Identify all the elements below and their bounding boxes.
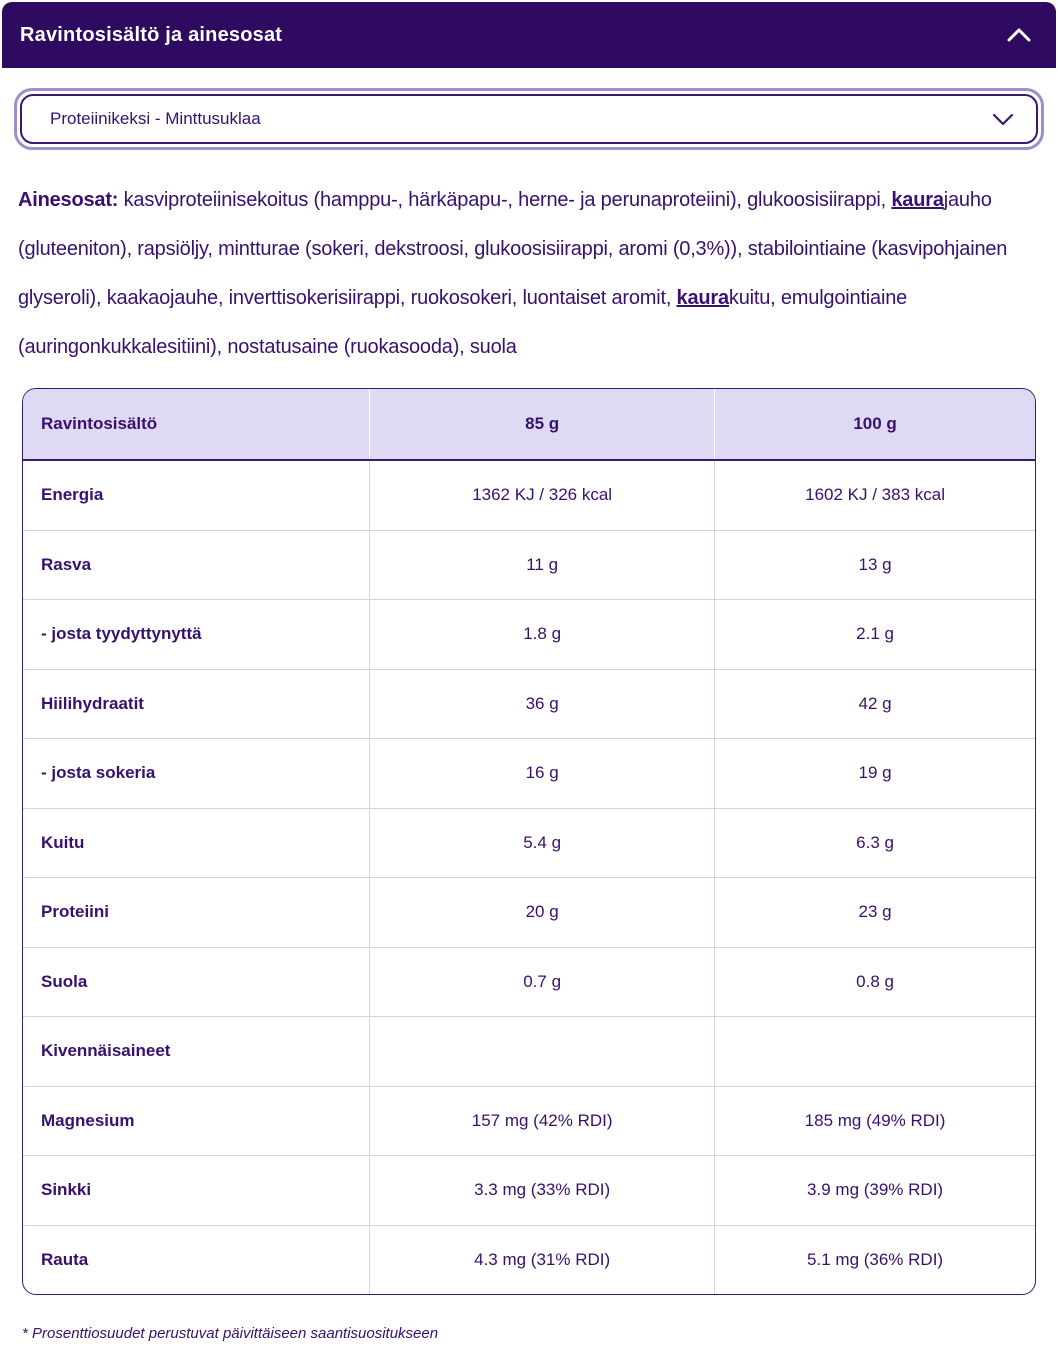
table-row bbox=[23, 808, 1035, 878]
value-100g: 0.8 g bbox=[714, 948, 1035, 1017]
table-row bbox=[23, 738, 1035, 808]
nutrient-label: Rasva bbox=[41, 554, 92, 574]
value-85g: 36 g bbox=[369, 670, 714, 739]
nutrient-label: - josta tyydyttynyttä bbox=[41, 624, 202, 644]
ingredient-highlight: kaura bbox=[891, 189, 944, 211]
value-100g: 6.3 g bbox=[714, 809, 1035, 878]
flavor-select-ring bbox=[14, 88, 1044, 150]
chevron-down-icon[interactable] bbox=[992, 113, 1014, 126]
column-header-nutrition: Ravintosisältö bbox=[41, 414, 158, 433]
ingredient-highlight: kaura bbox=[676, 287, 729, 309]
ingredient-text: Ainesosat: bbox=[18, 189, 119, 211]
ingredient-text: kasviproteiinisekoitus (hamppu-, härkäpapu-, herne- ja perunaproteiini), glukoosisiirappi, bbox=[118, 189, 892, 211]
table-row bbox=[23, 1086, 1035, 1156]
table-row bbox=[23, 530, 1035, 600]
value-85g: 20 g bbox=[369, 878, 714, 947]
value-85g: 4.3 mg (31% RDI) bbox=[369, 1226, 714, 1295]
value-85g: 157 mg (42% RDI) bbox=[369, 1087, 714, 1156]
nutrient-label: Sinkki bbox=[41, 1180, 92, 1200]
ingredients-paragraph bbox=[18, 176, 1040, 372]
nutrient-label: Magnesium bbox=[41, 1110, 135, 1130]
value-85g: 3.3 mg (33% RDI) bbox=[369, 1156, 714, 1225]
table-row bbox=[23, 877, 1035, 947]
value-100g: 42 g bbox=[714, 670, 1035, 739]
chevron-up-icon[interactable] bbox=[1006, 27, 1032, 43]
value-100g: 185 mg (49% RDI) bbox=[714, 1087, 1035, 1156]
column-header-100g: 100 g bbox=[714, 389, 1035, 459]
flavor-select-value: Proteiinikeksi - Minttusuklaa bbox=[50, 109, 261, 128]
nutrient-label: Rauta bbox=[41, 1249, 89, 1269]
value-100g: 1602 KJ / 383 kcal bbox=[714, 461, 1035, 530]
ingredient-text: jauho (gluteeniton), rapsiöljy, mintturae (sokeri, dekstroosi, glukoosisiirappi, aromi (0,3%)), stabilointiaine (kasvipohjainen glyseroli), kaakaojauhe, inverttisokerisiirappi, ruokosokeri, luontaiset aromit, bbox=[18, 189, 1008, 309]
accordion-title: Ravintosisältö ja ainesosat bbox=[20, 23, 283, 46]
value-85g: 1.8 g bbox=[369, 600, 714, 669]
value-100g: 3.9 mg (39% RDI) bbox=[714, 1156, 1035, 1225]
value-100g: 2.1 g bbox=[714, 600, 1035, 669]
nutrient-label: Kuitu bbox=[41, 832, 85, 852]
accordion-header[interactable] bbox=[2, 2, 1056, 68]
value-85g: 5.4 g bbox=[369, 809, 714, 878]
nutrient-label: Proteiini bbox=[41, 902, 110, 922]
nutrient-label: - josta sokeria bbox=[41, 763, 156, 783]
table-row bbox=[23, 947, 1035, 1017]
table-row bbox=[23, 669, 1035, 739]
table-row bbox=[23, 1225, 1035, 1295]
column-header-85g: 85 g bbox=[369, 389, 714, 459]
ingredient-text: kuitu, emulgointiaine (auringonkukkalesitiini), nostatusaine (ruokasooda), suola bbox=[18, 287, 908, 358]
value-100g bbox=[714, 1017, 1035, 1086]
nutrient-label: Suola bbox=[41, 971, 88, 991]
nutrient-label: Hiilihydraatit bbox=[41, 693, 144, 713]
table-row bbox=[23, 1155, 1035, 1225]
nutrient-label: Kivennäisaineet bbox=[41, 1041, 171, 1061]
value-85g: 16 g bbox=[369, 739, 714, 808]
value-100g: 13 g bbox=[714, 531, 1035, 600]
value-85g: 11 g bbox=[369, 531, 714, 600]
table-row bbox=[23, 599, 1035, 669]
nutrition-table bbox=[22, 388, 1036, 1295]
footnote: * Prosenttiosuudet perustuvat päivittäiseen saantisuositukseen bbox=[22, 1325, 439, 1342]
value-100g: 23 g bbox=[714, 878, 1035, 947]
value-85g: 1362 KJ / 326 kcal bbox=[369, 461, 714, 530]
flavor-select[interactable] bbox=[20, 94, 1038, 144]
value-85g bbox=[369, 1017, 714, 1086]
nutrition-table-header-row bbox=[23, 389, 1035, 461]
nutrition-table-body bbox=[23, 461, 1035, 1294]
table-row bbox=[23, 461, 1035, 530]
table-row bbox=[23, 1016, 1035, 1086]
nutrient-label: Energia bbox=[41, 485, 104, 505]
value-100g: 19 g bbox=[714, 739, 1035, 808]
value-85g: 0.7 g bbox=[369, 948, 714, 1017]
value-100g: 5.1 mg (36% RDI) bbox=[714, 1226, 1035, 1295]
